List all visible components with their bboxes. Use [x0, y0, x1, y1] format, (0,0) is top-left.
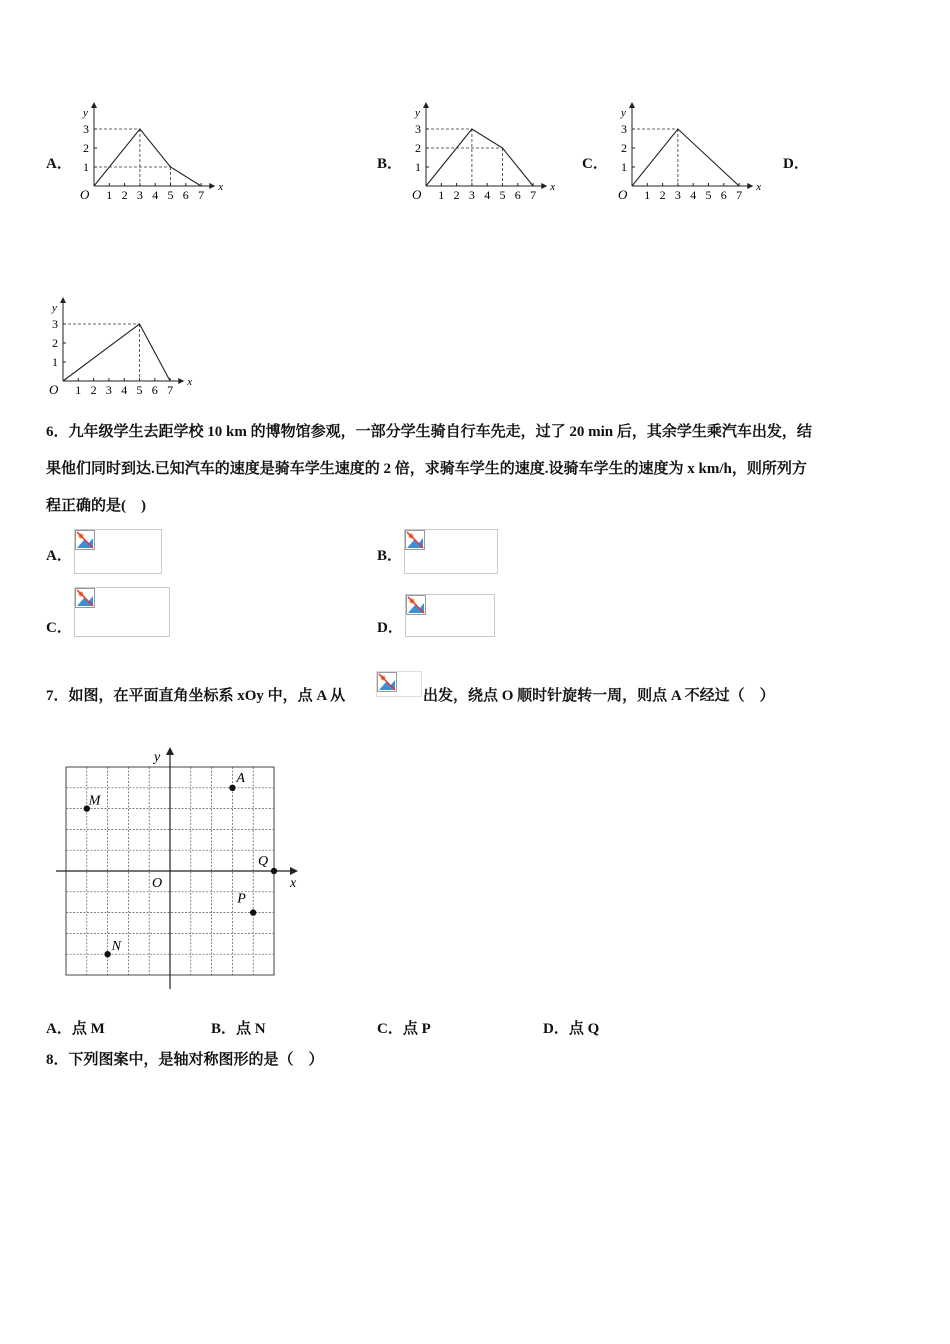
x-tick-label: 5: [167, 188, 174, 202]
y-axis-arrow: [629, 102, 635, 108]
origin-label: O: [152, 876, 163, 891]
y-tick-label: 2: [83, 141, 89, 155]
x-axis-arrow: [178, 378, 184, 384]
q7-option-d: D．点 Q: [543, 1021, 600, 1037]
origin-label: O: [80, 187, 90, 202]
y-tick-label: 1: [83, 160, 89, 174]
q5-option-c-label: C．: [582, 156, 608, 172]
x-axis-label: x: [550, 181, 556, 193]
q6-option-b-image: [404, 529, 498, 574]
x-tick-label: 3: [105, 383, 112, 397]
q5-option-d-label: D．: [783, 156, 809, 172]
y-axis-label: y: [415, 107, 420, 119]
q6-option-d-label: D．: [377, 620, 403, 636]
x-axis-label: x: [756, 181, 762, 193]
x-tick-label: 4: [484, 188, 491, 202]
x-tick-label: 1: [75, 383, 82, 397]
point-label-p: P: [237, 891, 246, 907]
broken-image-icon: [405, 530, 425, 550]
broken-image-icon: [75, 588, 95, 608]
q8-text: 8．下列图案中，是轴对称图形的是（ ）: [46, 1052, 324, 1068]
x-tick-label: 1: [644, 188, 651, 202]
x-tick-label: 2: [659, 188, 666, 202]
series-line: [426, 129, 533, 186]
y-tick-label: 2: [415, 141, 421, 155]
broken-image-icon: [406, 595, 426, 615]
broken-image-icon: [75, 530, 95, 550]
x-tick-label: 4: [121, 383, 128, 397]
x-tick-label: 7: [198, 188, 205, 202]
q6-option-d-image: [405, 594, 495, 637]
q5-graph-a: [68, 100, 228, 208]
x-tick-label: 6: [182, 188, 189, 202]
y-axis-label: y: [154, 750, 161, 765]
x-tick-label: 4: [152, 188, 159, 202]
q7-option-a: A．点 M: [46, 1021, 105, 1037]
q5-graph-b: [400, 100, 560, 208]
x-tick-label: 3: [468, 188, 475, 202]
q6-line-2: 果他们同时到达.已知汽车的速度是骑车学生速度的 2 倍，求骑车学生的速度.设骑车学生的速度为 x km/h，则所列方: [46, 461, 807, 477]
x-tick-label: 5: [499, 188, 506, 202]
q7-coordinate-grid: [52, 745, 302, 990]
q5-option-b-label: B．: [377, 156, 403, 172]
y-axis-arrow: [60, 297, 66, 303]
x-tick-label: 5: [136, 383, 143, 397]
x-axis-label: x: [290, 876, 297, 891]
q6-option-c-label: C．: [46, 620, 72, 636]
point-label-q: Q: [258, 854, 269, 869]
y-tick-label: 1: [621, 160, 627, 174]
y-tick-label: 3: [83, 122, 89, 136]
x-tick-label: 4: [690, 188, 697, 202]
x-axis-label: x: [187, 376, 193, 388]
x-axis-arrow: [747, 183, 753, 189]
point-p: [250, 909, 256, 915]
x-tick-label: 1: [106, 188, 113, 202]
y-tick-label: 1: [52, 355, 58, 369]
q6-line-3: 程正确的是( ): [46, 498, 146, 514]
broken-image-icon: [377, 672, 397, 692]
q6-option-a-label: A．: [46, 548, 72, 564]
y-axis-arrow: [91, 102, 97, 108]
x-tick-label: 2: [90, 383, 97, 397]
q6-option-a-image: [74, 529, 162, 574]
x-tick-label: 6: [720, 188, 727, 202]
q7-option-b: B．点 N: [211, 1021, 266, 1037]
y-tick-label: 3: [621, 122, 627, 136]
q5-option-a-label: A．: [46, 156, 72, 172]
series-line: [632, 129, 739, 186]
y-tick-label: 2: [52, 336, 58, 350]
x-axis-arrow: [209, 183, 215, 189]
q7-text-after: 出发，绕点 O 顺时针旋转一周，则点 A 不经过（ ）: [423, 688, 775, 704]
y-tick-label: 3: [52, 317, 58, 331]
q5-graph-c: [606, 100, 766, 208]
q7-text-before: 7．如图，在平面直角坐标系 xOy 中，点 A 从: [46, 688, 346, 704]
q5-graph-d: [37, 295, 197, 403]
x-tick-label: 2: [453, 188, 460, 202]
y-axis-label: y: [621, 107, 626, 119]
point-a: [229, 785, 235, 791]
x-tick-label: 7: [736, 188, 743, 202]
x-tick-label: 5: [705, 188, 712, 202]
q6-option-c-image: [74, 587, 170, 637]
y-axis-arrow: [166, 747, 174, 755]
origin-label: O: [618, 187, 628, 202]
point-label-a: A: [236, 770, 245, 786]
y-axis-arrow: [423, 102, 429, 108]
y-axis-label: y: [52, 302, 57, 314]
x-axis-arrow: [541, 183, 547, 189]
y-tick-label: 2: [621, 141, 627, 155]
q6-line-1: 6．九年级学生去距学校 10 km 的博物馆参观，一部分学生骑自行车先走，过了 20 min 后，其余学生乘汽车出发，结: [46, 424, 812, 440]
series-line: [63, 324, 170, 381]
x-tick-label: 3: [136, 188, 143, 202]
q7-option-c: C．点 P: [377, 1021, 431, 1037]
x-tick-label: 2: [121, 188, 128, 202]
y-tick-label: 3: [415, 122, 421, 136]
y-tick-label: 1: [415, 160, 421, 174]
y-axis-label: y: [83, 107, 88, 119]
x-tick-label: 7: [167, 383, 174, 397]
x-tick-label: 6: [151, 383, 158, 397]
x-tick-label: 7: [530, 188, 537, 202]
q7-inline-image: [376, 671, 422, 697]
point-q: [271, 868, 277, 874]
x-axis-label: x: [218, 181, 224, 193]
point-label-m: M: [88, 793, 101, 809]
x-tick-label: 6: [514, 188, 521, 202]
origin-label: O: [49, 382, 59, 397]
q6-option-b-label: B．: [377, 548, 403, 564]
series-line: [94, 129, 201, 186]
point-label-n: N: [111, 939, 121, 955]
x-tick-label: 3: [674, 188, 681, 202]
point-n: [104, 951, 110, 957]
x-axis-arrow: [290, 867, 298, 875]
origin-label: O: [412, 187, 422, 202]
x-tick-label: 1: [438, 188, 445, 202]
